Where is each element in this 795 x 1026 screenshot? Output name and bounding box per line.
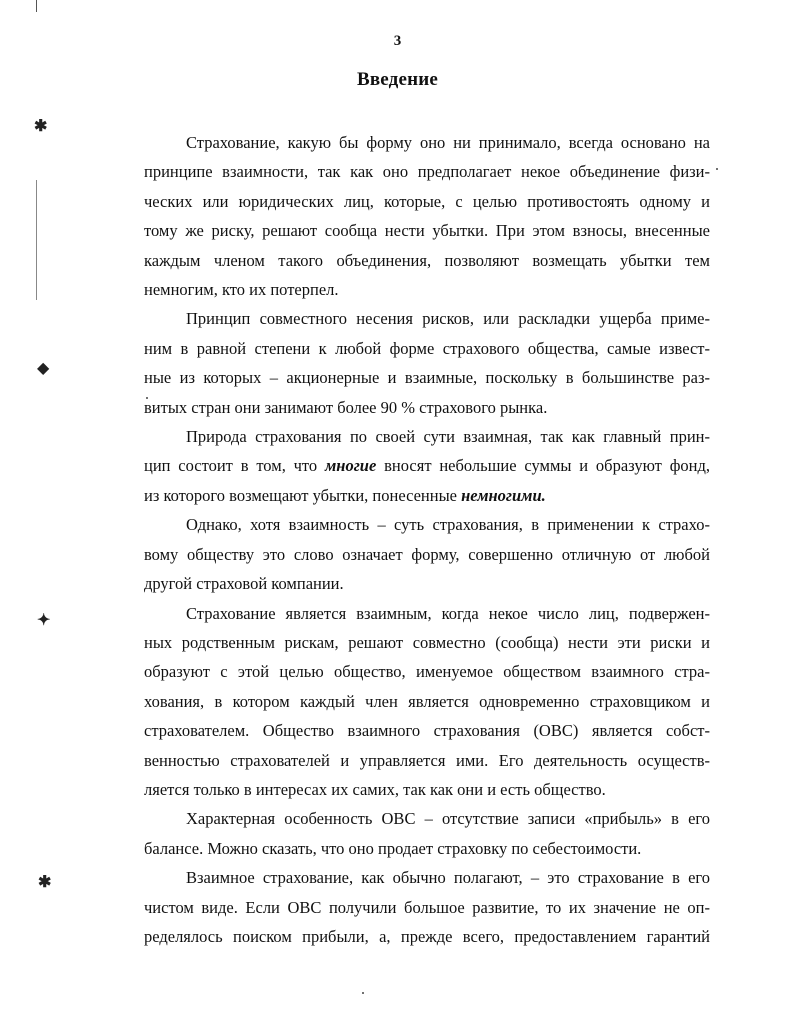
scan-margin-mark: ✦ (37, 612, 51, 629)
text-line: Страхование, какую бы форму оно ни принимало, всегда основано на (186, 133, 710, 152)
document-body (144, 128, 710, 951)
text-line: витых стран они занимают более 90 % страхового рынка. (144, 397, 548, 417)
text-line: ные из которых – акционерные и взаимные, поскольку в большинстве раз- (144, 368, 710, 388)
text-line: каждым членом такого объединения, позволяют возмещать убытки тем (144, 250, 710, 270)
text-line: ческих или юридических лиц, которые, с целью противостоять одному и (144, 191, 710, 211)
scan-margin-mark: ✱ (34, 118, 48, 135)
text-line: ных родственным рискам, решают совместно (сообща) нести эти риски и (144, 632, 710, 652)
text-line: Характерная особенность ОВС – отсутствие записи «прибыль» в его (186, 809, 710, 829)
text-line: Страхование является взаимным, когда некое число лиц, подвержен- (186, 603, 710, 623)
text-line: образуют с этой целью общество, именуемое обществом взаимного стра- (144, 662, 710, 682)
text-line: ределялось поиском прибыли, а, прежде всего, предоставлением гарантий (144, 926, 710, 946)
text-line: страхователем. Общество взаимного страхования (ОВС) является собст- (144, 721, 710, 741)
text-line: чистом виде. Если ОВС получили большое развитие, то их значение не оп- (144, 897, 710, 917)
scan-edge-line (36, 0, 37, 12)
text-segment: цип состоит в том, что (144, 456, 325, 476)
text-segment: вносят небольшие суммы и образуют фонд, (376, 456, 710, 476)
text-line: балансе. Можно сказать, что оно продает страховку по себестоимости. (144, 838, 642, 858)
scan-margin-mark: ◆ (37, 360, 50, 377)
text-line: ним в равной степени к любой форме страхового общества, самые извест- (144, 338, 710, 358)
scan-speck (716, 168, 718, 170)
scan-edge-line (36, 180, 37, 300)
page-title: Введение (356, 69, 439, 90)
text-line: Природа страхования по своей сути взаимная, так как главный прин- (186, 427, 710, 447)
page-number: 3 (393, 33, 402, 49)
scan-margin-mark: ✱ (38, 874, 52, 891)
emphasis-text: немногими. (461, 485, 546, 505)
text-line: Взаимное страхование, как обычно полагают, – это страхование в его (186, 868, 710, 888)
text-line: хования, в котором каждый член является одновременно страховщиком и (144, 691, 710, 711)
text-line: тому же риску, решают сообща нести убытки. При этом взносы, внесенные (144, 221, 710, 241)
scan-speck (362, 992, 364, 994)
text-line (144, 451, 710, 480)
text-line: Однако, хотя взаимность – суть страхования, в применении к страхо- (186, 515, 710, 535)
text-line: немногим, кто их потерпел. (144, 280, 339, 300)
text-line: вому обществу это слово означает форму, совершенно отличную от любой (144, 544, 710, 564)
emphasis-text: многие (325, 456, 377, 476)
text-line: принципе взаимности, так как оно предполагает некое объединение физи- (144, 162, 710, 182)
text-line: другой страховой компании. (144, 574, 344, 594)
text-segment: из которого возмещают убытки, понесенные (144, 485, 462, 505)
text-line: венностью страхователей и управляется ими. Его деятельность осуществ- (144, 750, 710, 770)
text-line (144, 481, 710, 510)
text-line: ляется только в интересах их самих, так как они и есть общество. (144, 779, 606, 799)
text-line: Принцип совместного несения рисков, или раскладки ущерба приме- (186, 309, 710, 329)
